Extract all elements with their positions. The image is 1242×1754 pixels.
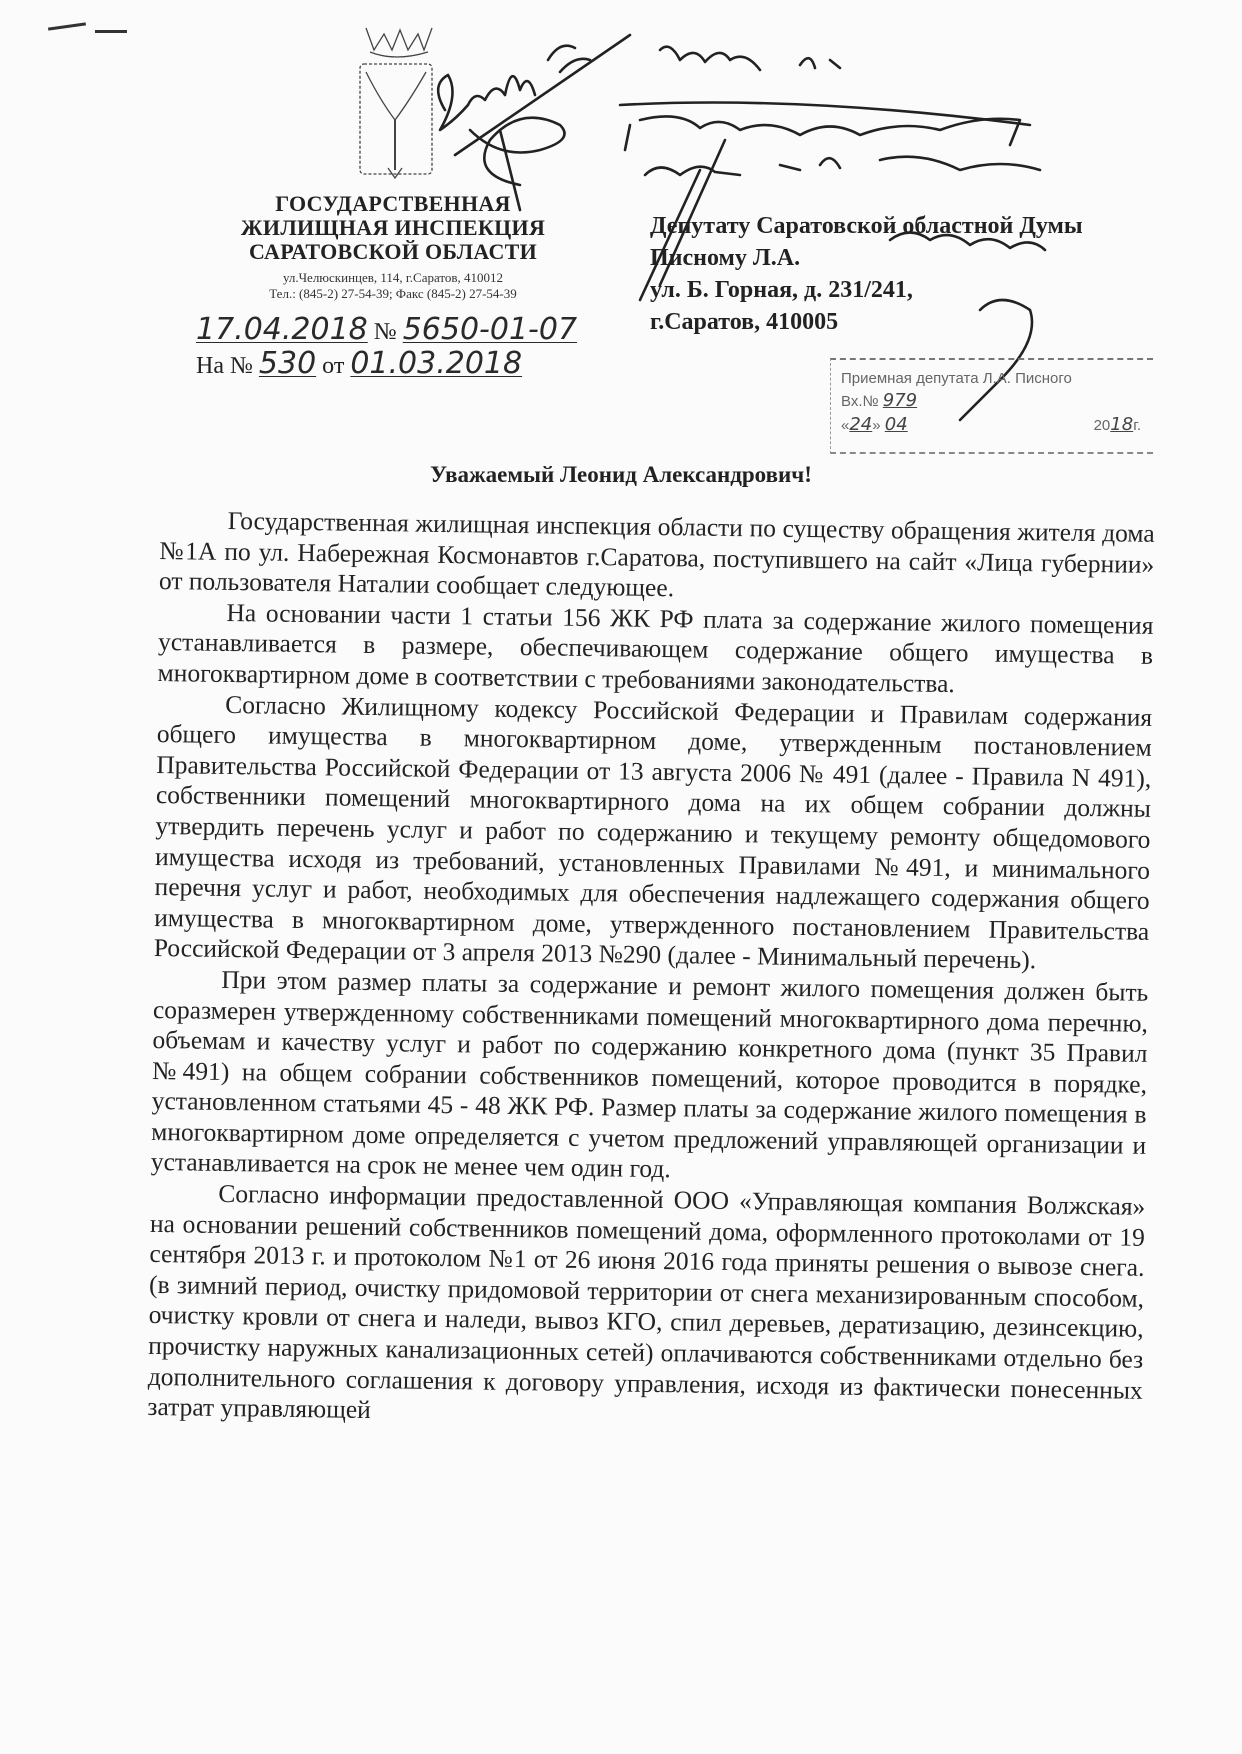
signature-stroke (438, 75, 535, 130)
stamp-in-number-label: Вх.№ (841, 393, 879, 410)
reply-to-label: На № (196, 353, 253, 379)
stamp-year-label: г. (1133, 417, 1141, 434)
organization-address: ул.Челюскинцев, 114, г.Саратов, 410012 (282, 270, 504, 285)
resolution-line-3 (645, 157, 1040, 175)
reply-reference (196, 346, 522, 381)
reply-to-date: 01.03.2018 (350, 346, 523, 381)
registration-stamp (830, 358, 1153, 454)
stamp-month: 04 (884, 414, 908, 435)
organization-name-line: ГОСУДАРСТВЕННАЯ (275, 191, 511, 216)
recipient-line: ул. Б. Горная, д. 231/241, (650, 277, 913, 303)
body-paragraph: Государственная жилищная инспекция области по существу обращения жителя дома №1А по ул. Набережная Космонавтов г.Саратова, поступившего на сайт «Лица губернии» от пользователя Наталии сообщает следующее. (158, 505, 1155, 603)
saratov-coat-of-arms-icon (350, 20, 440, 185)
stamp-year-prefix: 20 (1093, 417, 1111, 434)
outgoing-number: 5650-01-07 (402, 312, 578, 347)
organization-name-line: ЖИЛИЩНАЯ ИНСПЕКЦИЯ (240, 215, 546, 240)
recipient-line: Писному Л.А. (650, 245, 801, 271)
organization-name-line: САРАТОВСКОЙ ОБЛАСТИ (248, 239, 538, 264)
scan-edge-mark (48, 22, 86, 30)
body-paragraph: При этом размер платы за содержание и ремонт жилого помещения должен быть соразмерен утвержденному собственниками помещений многоквартирного дома перечню, объемам и качеству услуг и работ по содержанию конкретного дома (пункт 35 Правил №491) на общем собрании собственников помещений, которое проводится в порядке, установленном статьями 45 - 48 ЖК РФ. Размер платы за содержание жилого помещения в многоквартирном доме определяется с учетом предложений управляющей организации и устанавливается на срок не менее чем один год. (150, 964, 1149, 1184)
from-label: от (322, 353, 345, 379)
body-paragraph: На основании части 1 статьи 156 ЖК РФ плата за содержание жилого помещения устанавливается в размере, обеспечивающем содержание общего имущества в многоквартирном доме в соответствии с требованиями законодательства. (157, 597, 1154, 699)
organization-contacts (228, 270, 558, 302)
organization-name (228, 192, 558, 264)
resolution-divider (620, 103, 1030, 126)
signature-stroke (470, 118, 565, 185)
body-paragraph: Согласно информации предоставленной ООО «Управляющая компания Волжская» на основании решений собственников помещений дома, оформленного протоколами от 19 сентября 2013 г. и протоколом №1 от 26 июня 2016 года приняты решения о вывозе снега.(в зимний период, очистку придомовой территории от снега механизированным способом, очистку кровли от снега и наледи, вывоз КГО, спил деревьев, дератизацию, дезинсекцию, прочистку наружных канализационных сетей) оплачиваются собственниками отдельно без дополнительного соглашения к договору управления, исходя из фактически понесенных затрат управляющей (147, 1178, 1146, 1425)
reply-to-number: 530 (258, 346, 317, 381)
stamp-in-number: 979 (882, 390, 918, 411)
stamp-day: 24 (849, 414, 873, 435)
signature-stroke (455, 35, 630, 155)
recipient-line: Депутату Саратовской областной Думы (650, 213, 1083, 239)
letter-body (147, 505, 1155, 1437)
resolution-line-1 (660, 47, 840, 70)
greeting: Уважаемый Леонид Александрович! (430, 462, 812, 487)
signature-stroke (548, 46, 590, 72)
stamp-title: Приемная депутата Л.А. Писного (841, 370, 1072, 387)
recipient-line: г.Саратов, 410005 (650, 309, 839, 335)
stamp-date-row: «24» 04 2018г. (841, 414, 1141, 435)
organization-phone: Тел.: (845-2) 27-54-39; Факс (845-2) 27-54-39 (269, 286, 517, 301)
resolution-line-2 (625, 116, 1020, 150)
outgoing-date: 17.04.2018 (196, 312, 368, 347)
scan-edge-mark (95, 30, 127, 33)
recipient-block (650, 210, 1083, 338)
stamp-in-number-row (841, 390, 917, 411)
body-paragraph: Согласно Жилищному кодексу Российской Федерации и Правилам содержания общего имущества в многоквартирном доме, утвержденным постановлением Правительства Российской Федерации от 13 августа 2006 № 491 (далее - Правила N 491), собственники помещений многоквартирного дома на их общем собрании должны утвердить перечень услуг и работ по содержанию и текущему ремонту общедомового имущества исходя из требований, установленных Правилами №491, и минимального перечня услуг и работ, необходимых для обеспечения надлежащего содержания общего имущества в многоквартирном доме, утвержденного постановлением Правительства Российской Федерации от 3 апреля 2013 №290 (далее - Минимальный перечень). (153, 689, 1153, 975)
number-label: № (373, 319, 397, 345)
stamp-year-suffix: 18 (1110, 414, 1134, 435)
signature-initials: АС (552, 59, 583, 84)
outgoing-reference (196, 312, 577, 347)
